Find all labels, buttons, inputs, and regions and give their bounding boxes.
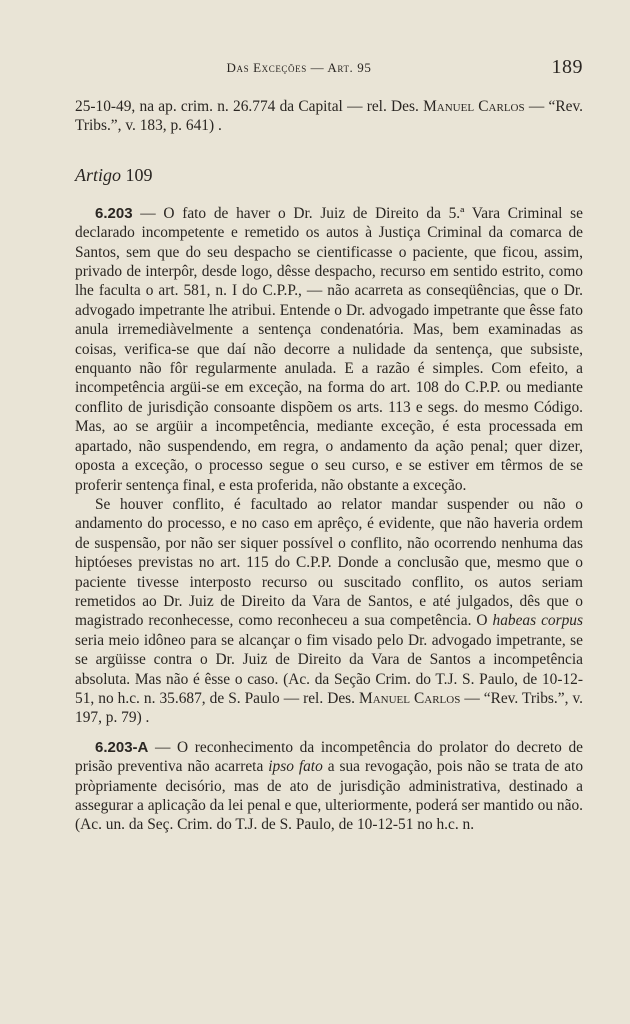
judge-name: Manuel Carlos xyxy=(359,689,461,707)
paragraph-6203-text: — O fato de haver o Dr. Juiz de Direito da 5.ª Vara Criminal se declarado incompetente e remetido os autos à Justiça Criminal da comarca de Santos, sem que do seu despacho se cientificasse o paciente, que ficou, assim, privado de interpôr, desde logo, dêsse despacho, recurso em sentido estrito, como lhe faculta o art. 581, n. I do C.P.P., — não acarreta as conseqüências, que o Dr. advogado impetrante lhe atribui. Entende o Dr. advogado impetrante que êsse fato anula irremediàvelmente a sentença condenatória. Mas, bem examinadas as coisas, verifica-se que daí não decorre a nulidade da sentença, que subsiste, enquanto não fôr regularmente anulada. E a razão é simples. Com efeito, a incompetência argüi-se em exceção, na forma do art. 108 do C.P.P. ou mediante conflito de jurisdição consoante dispõem os arts. 113 e segs. do mesmo Código. Mas, ao se argüir a incompetência, mediante exceção, é esta processada em apartado, não suspendendo, em regra, o andamento da ação penal; quer dizer, oposta a exceção, o processo segue o seu curso, e se estiver em têrmos de se proferir sentença final, e esta proferida, não obstante a exceção. xyxy=(75,204,583,494)
paragraph-6203-text-2b: seria meio idôneo para se alcançar o fim visado pelo Dr. advogado impetrante, se se argüisse contra o Dr. Juiz de Direito da Vara de Santos a incompetência absoluta. Mas não é êsse o caso. (Ac. da Seção Crim. do T.J. S. Paulo, de 10-12-51, no h.c. n. 35.687, de S. Paulo — rel. Des. xyxy=(75,631,583,707)
page-content xyxy=(75,97,583,837)
continuation-paragraph xyxy=(75,97,583,136)
paragraph-6203-text-2a: Se houver conflito, é facultado ao relator mandar suspender ou não o andamento do processo, e no caso em aprêço, é evidente, que não haveria ordem de suspensão, por não ser siquer possível o conflito, não ocorrendo nenhuma das hiptóeses previstas no art. 115 do C.P.P. Donde a conclusão que, mesmo que o paciente tivesse interposto recurso ou suscitado conflito, os autos seriam remetidos ao Dr. Juiz de Direito da Vara de Santos, e até julgados, dês que o magistrado reconhecesse, como reconheceu a sua competência. O xyxy=(75,495,583,630)
paragraph-6203-continuation xyxy=(75,495,583,728)
paragraph-6203-body xyxy=(75,204,583,495)
continuation-text-b: — “Rev. Tribs.”, v. 183, p. 641) . xyxy=(75,98,583,135)
paragraph-number: 6.203 xyxy=(95,204,133,222)
paragraph-gap xyxy=(75,730,583,738)
paragraph-number: 6.203-A xyxy=(95,738,149,756)
paragraph-6203-text-2c: — “Rev. Tribs.”, v. 197, p. 79) . xyxy=(75,689,583,727)
running-title: Das Exceções — Art. 95 xyxy=(226,60,372,75)
italic-term: habeas corpus xyxy=(492,612,583,630)
article-label: Artigo xyxy=(75,164,122,185)
running-head xyxy=(75,56,583,80)
continuation-judge: Manuel Carlos xyxy=(423,98,525,115)
paragraph-6203a-text-b: a sua revogação, pois não se trata de ato pròpriamente decisório, mas de ato de jurisdição administrativa, destinado a assegurar a aplicação da lei penal e que, ulteriormente, poderá ser mantido ou não. (Ac. un. da Seç. Crim. do T.J. de S. Paulo, de 10-12-51 no h.c. n. xyxy=(75,758,584,834)
paragraph-6203a-text-a: — O reconhecimento da incompetência do prolator do decreto de prisão preventiva não acarreta xyxy=(75,738,583,776)
paragraph-6203a-body xyxy=(75,738,583,835)
page-number: 189 xyxy=(551,56,583,78)
paragraph-6203 xyxy=(75,204,583,728)
article-heading xyxy=(75,164,583,186)
article-number: 109 xyxy=(125,164,153,185)
italic-term: ipso fato xyxy=(268,758,323,776)
paragraph-6203a xyxy=(75,738,583,835)
continuation-text-a: 25-10-49, na ap. crim. n. 26.774 da Capital — rel. Des. xyxy=(75,98,424,115)
